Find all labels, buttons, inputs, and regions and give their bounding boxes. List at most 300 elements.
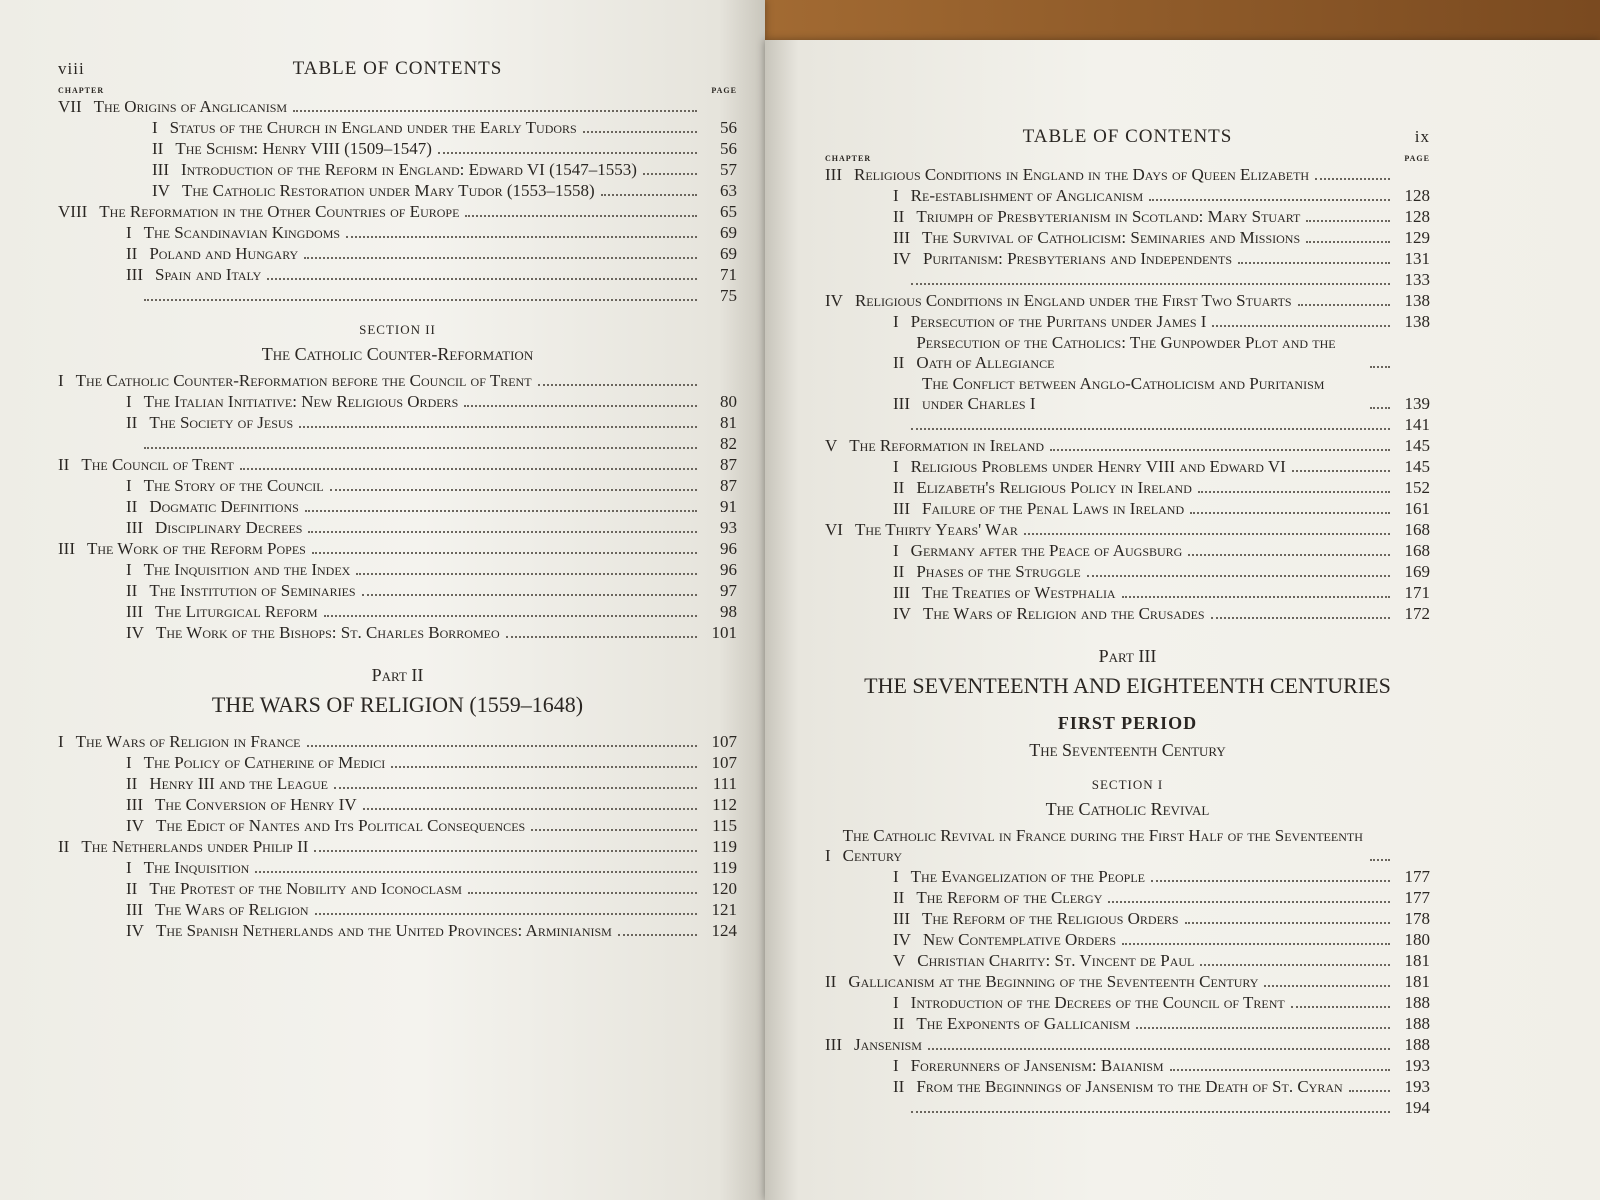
toc-entry-title: Introduction of the Decrees of the Council of Trent bbox=[910, 993, 1285, 1012]
toc-entry bbox=[825, 930, 1430, 950]
toc-entry-page: 56 bbox=[720, 118, 737, 137]
toc-entry-page: 87 bbox=[720, 455, 737, 474]
left-column-labels bbox=[58, 86, 737, 95]
toc-entry-number: V bbox=[825, 436, 838, 455]
toc-entry bbox=[825, 1056, 1430, 1076]
toc-entry-title: Poland and Hungary bbox=[149, 244, 299, 263]
toc-entry-page: 71 bbox=[720, 265, 737, 284]
right-section-label: SECTION I bbox=[1091, 777, 1164, 792]
right-section-title: The Catholic Revival bbox=[1045, 799, 1210, 819]
toc-entry-page: 188 bbox=[1404, 993, 1430, 1012]
toc-entry-number: I bbox=[825, 846, 831, 865]
toc-entry-page: 75 bbox=[720, 286, 737, 305]
dot-leader bbox=[468, 892, 697, 894]
toc-entry-number: II bbox=[825, 972, 837, 991]
toc-entry-title: New Contemplative Orders bbox=[922, 930, 1117, 949]
toc-entry-title: The Work of the Bishops: St. Charles Borromeo bbox=[155, 623, 500, 642]
toc-entry-page: 98 bbox=[720, 602, 737, 621]
toc-entry-page: 57 bbox=[720, 160, 737, 179]
toc-entry-number: I bbox=[126, 560, 132, 579]
toc-entry-number: II bbox=[893, 353, 905, 372]
toc-entry bbox=[825, 909, 1430, 929]
toc-entry bbox=[825, 333, 1430, 373]
toc-entry-number: III bbox=[893, 394, 910, 413]
toc-entry-number: I bbox=[893, 541, 899, 560]
toc-entry-number: I bbox=[893, 867, 899, 886]
toc-entry-title: Triumph of Presbyterianism in Scotland: Mary Stuart bbox=[916, 207, 1301, 226]
left-entries-part1 bbox=[58, 97, 737, 306]
toc-entry-page: 107 bbox=[711, 753, 737, 772]
dot-leader bbox=[255, 871, 697, 873]
dot-leader bbox=[1370, 366, 1390, 368]
toc-entry bbox=[825, 207, 1430, 227]
toc-entry-title: Spain and Italy bbox=[154, 265, 262, 284]
toc-entry bbox=[58, 602, 737, 622]
dot-leader bbox=[438, 152, 697, 154]
toc-entry bbox=[825, 478, 1430, 498]
toc-entry bbox=[825, 1035, 1430, 1055]
toc-entry-page: 169 bbox=[1404, 562, 1430, 581]
toc-entry bbox=[58, 774, 737, 794]
toc-entry-title: Forerunners of Jansenism: Baianism bbox=[910, 1056, 1164, 1075]
toc-entry-number: III bbox=[126, 518, 143, 537]
toc-entry bbox=[825, 165, 1430, 185]
dot-leader bbox=[1149, 199, 1390, 201]
toc-entry bbox=[58, 202, 737, 222]
toc-entry-number: I bbox=[893, 457, 899, 476]
toc-entry-page: 82 bbox=[720, 434, 737, 453]
toc-entry-page: 138 bbox=[1404, 312, 1430, 331]
left-page-number: viii bbox=[58, 59, 85, 78]
toc-entry bbox=[825, 583, 1430, 603]
toc-entry bbox=[825, 291, 1430, 311]
toc-entry-number: VI bbox=[825, 520, 843, 539]
dot-leader bbox=[1370, 859, 1390, 861]
toc-entry-number: I bbox=[126, 476, 132, 495]
dot-leader bbox=[1050, 449, 1390, 451]
dot-leader bbox=[305, 510, 697, 512]
toc-entry-number: II bbox=[126, 774, 138, 793]
toc-entry-page: 188 bbox=[1404, 1014, 1430, 1033]
toc-entry-title: The Edict of Nantes and Its Political Consequences bbox=[155, 816, 526, 835]
toc-entry-page: 168 bbox=[1404, 520, 1430, 539]
toc-entry-page: 80 bbox=[720, 392, 737, 411]
toc-entry-number: III bbox=[126, 265, 143, 284]
toc-entry-title: The Reformation in the Other Countries of Europe bbox=[99, 202, 460, 221]
toc-entry-title: Re-establishment of Anglicanism bbox=[910, 186, 1144, 205]
toc-entry-page: 172 bbox=[1404, 604, 1430, 623]
dot-leader bbox=[911, 1111, 1390, 1113]
toc-entry-number: IV bbox=[825, 291, 843, 310]
toc-entry-title: The Schism: Henry VIII (1509–1547) bbox=[175, 139, 432, 158]
dot-leader bbox=[911, 283, 1390, 285]
toc-entry-page: 152 bbox=[1404, 478, 1430, 497]
dot-leader bbox=[1087, 575, 1390, 577]
right-page bbox=[765, 40, 1600, 1200]
dot-leader bbox=[911, 428, 1390, 430]
toc-entry-page: 193 bbox=[1404, 1077, 1430, 1096]
toc-entry bbox=[58, 879, 737, 899]
toc-entry-page: 124 bbox=[711, 921, 737, 940]
dot-leader bbox=[601, 194, 697, 196]
toc-entry-title: The Wars of Religion and the Crusades bbox=[922, 604, 1205, 623]
dot-leader bbox=[346, 236, 697, 238]
dot-leader bbox=[1024, 533, 1390, 535]
dot-leader bbox=[391, 766, 697, 768]
toc-entry-number: III bbox=[58, 539, 75, 558]
dot-leader bbox=[1298, 304, 1390, 306]
dot-leader bbox=[312, 552, 697, 554]
toc-entry-title: The Treaties of Westphalia bbox=[921, 583, 1116, 602]
toc-entry-title: The Council of Trent bbox=[81, 455, 234, 474]
dot-leader bbox=[144, 299, 697, 301]
right-page-number: ix bbox=[1414, 127, 1430, 146]
toc-entry-page: 121 bbox=[711, 900, 737, 919]
toc-entry-title: The Conversion of Henry IV bbox=[154, 795, 357, 814]
toc-entry-number: VII bbox=[58, 97, 82, 116]
toc-entry-title: The Reform of the Religious Orders bbox=[921, 909, 1179, 928]
dot-leader bbox=[1264, 985, 1390, 987]
left-part-label: Part II bbox=[371, 665, 424, 685]
toc-entry-number: II bbox=[152, 139, 164, 158]
toc-entry-number: III bbox=[893, 583, 910, 602]
toc-entry bbox=[825, 1098, 1430, 1118]
chapter-label: CHAPTER bbox=[58, 86, 105, 95]
dot-leader bbox=[315, 913, 697, 915]
toc-entry-page: 81 bbox=[720, 413, 737, 432]
right-header-title: TABLE OF CONTENTS bbox=[1022, 126, 1233, 147]
dot-leader bbox=[531, 829, 697, 831]
dot-leader bbox=[1306, 220, 1390, 222]
toc-entry-title: The Liturgical Reform bbox=[154, 602, 318, 621]
toc-entry bbox=[58, 392, 737, 412]
toc-entry bbox=[58, 816, 737, 836]
toc-entry-page: 194 bbox=[1404, 1098, 1430, 1117]
right-period: FIRST PERIOD bbox=[1057, 713, 1198, 733]
dot-leader bbox=[1349, 1090, 1390, 1092]
toc-entry-number: II bbox=[58, 455, 70, 474]
toc-entry bbox=[825, 1077, 1430, 1097]
toc-entry-page: 107 bbox=[711, 732, 737, 751]
toc-entry-page: 112 bbox=[712, 795, 737, 814]
dot-leader bbox=[1212, 325, 1390, 327]
toc-entry-page: 69 bbox=[720, 244, 737, 263]
toc-entry-title: Jansenism bbox=[853, 1035, 922, 1054]
toc-entry-title: The Conflict between Anglo-Catholicism and Puritanism under Charles I bbox=[921, 374, 1325, 413]
toc-entry-title: Henry III and the League bbox=[149, 774, 328, 793]
toc-entry bbox=[825, 186, 1430, 206]
left-running-head bbox=[58, 58, 737, 80]
toc-entry-title: From the Beginnings of Jansenism to the Death of St. Cyran bbox=[916, 1077, 1343, 1096]
toc-entry bbox=[58, 858, 737, 878]
dot-leader bbox=[1198, 491, 1390, 493]
toc-entry bbox=[58, 560, 737, 580]
toc-entry-title: Elizabeth's Religious Policy in Ireland bbox=[916, 478, 1192, 497]
toc-entry bbox=[825, 541, 1430, 561]
dot-leader bbox=[307, 745, 698, 747]
toc-entry-page: 119 bbox=[712, 858, 737, 877]
toc-entry bbox=[825, 826, 1430, 866]
dot-leader bbox=[267, 278, 697, 280]
toc-entry-number: II bbox=[893, 1014, 905, 1033]
toc-entry-page: 93 bbox=[720, 518, 737, 537]
toc-entry-page: 111 bbox=[712, 774, 737, 793]
toc-entry bbox=[825, 457, 1430, 477]
toc-entry-title: Failure of the Penal Laws in Ireland bbox=[921, 499, 1185, 518]
toc-entry bbox=[825, 270, 1430, 290]
toc-entry-page: 133 bbox=[1404, 270, 1430, 289]
toc-entry-page: 69 bbox=[720, 223, 737, 242]
toc-entry-title: The Institution of Seminaries bbox=[149, 581, 356, 600]
toc-entry-page: 161 bbox=[1404, 499, 1430, 518]
dot-leader bbox=[1122, 943, 1390, 945]
toc-entry-page: 178 bbox=[1404, 909, 1430, 928]
left-section-title: The Catholic Counter-Reformation bbox=[261, 344, 534, 364]
toc-entry bbox=[58, 581, 737, 601]
toc-entry-title: The Inquisition and the Index bbox=[143, 560, 351, 579]
toc-entry-page: 168 bbox=[1404, 541, 1430, 560]
toc-entry-number: II bbox=[893, 562, 905, 581]
left-part-title: THE WARS OF RELIGION (1559–1648) bbox=[211, 692, 584, 717]
toc-entry-title: The Netherlands under Philip II bbox=[81, 837, 309, 856]
dot-leader bbox=[330, 489, 697, 491]
right-entries-part1 bbox=[825, 165, 1430, 624]
toc-entry-number: III bbox=[825, 165, 842, 184]
toc-entry-page: 171 bbox=[1404, 583, 1430, 602]
dot-leader bbox=[293, 110, 697, 112]
toc-entry-number: IV bbox=[893, 930, 911, 949]
toc-entry-page: 119 bbox=[712, 837, 737, 856]
left-header-title: TABLE OF CONTENTS bbox=[292, 58, 503, 79]
toc-entry-title: The Catholic Revival in France during the First Half of the Seventeenth Century bbox=[842, 826, 1363, 865]
toc-entry bbox=[58, 434, 737, 454]
toc-entry-number: II bbox=[58, 837, 70, 856]
right-entries-part2 bbox=[825, 826, 1430, 1118]
dot-leader bbox=[506, 636, 697, 638]
toc-entry-title: The Thirty Years' War bbox=[854, 520, 1018, 539]
toc-entry-page: 145 bbox=[1404, 457, 1430, 476]
toc-entry-number: IV bbox=[126, 816, 144, 835]
page-label: PAGE bbox=[711, 86, 737, 95]
dot-leader bbox=[363, 808, 697, 810]
toc-entry-number: I bbox=[893, 1056, 899, 1075]
dot-leader bbox=[1315, 178, 1390, 180]
dot-leader bbox=[1136, 1027, 1390, 1029]
toc-entry bbox=[58, 118, 737, 138]
toc-entry-number: III bbox=[893, 909, 910, 928]
toc-entry bbox=[58, 795, 737, 815]
right-part-title: THE SEVENTEENTH AND EIGHTEENTH CENTURIES bbox=[864, 673, 1391, 698]
toc-entry-number: III bbox=[825, 1035, 842, 1054]
toc-entry-number: II bbox=[126, 497, 138, 516]
toc-entry-page: 87 bbox=[720, 476, 737, 495]
toc-entry-number: II bbox=[126, 244, 138, 263]
toc-entry-number: III bbox=[126, 900, 143, 919]
toc-entry bbox=[58, 181, 737, 201]
toc-entry-number: V bbox=[893, 951, 906, 970]
toc-entry-page: 180 bbox=[1404, 930, 1430, 949]
dot-leader bbox=[299, 426, 697, 428]
toc-entry bbox=[58, 286, 737, 306]
dot-leader bbox=[356, 573, 697, 575]
toc-entry-page: 177 bbox=[1404, 867, 1430, 886]
toc-entry-title: Religious Conditions in England in the Days of Queen Elizabeth bbox=[853, 165, 1310, 184]
toc-entry-page: 141 bbox=[1404, 415, 1430, 434]
toc-entry-number: III bbox=[126, 795, 143, 814]
toc-entry-page: 188 bbox=[1404, 1035, 1430, 1054]
toc-entry-number: I bbox=[152, 118, 158, 137]
toc-entry bbox=[58, 753, 737, 773]
toc-entry-title: The Story of the Council bbox=[143, 476, 324, 495]
left-entries-part2 bbox=[58, 371, 737, 643]
toc-entry bbox=[58, 921, 737, 941]
toc-entry bbox=[58, 160, 737, 180]
toc-entry bbox=[58, 476, 737, 496]
toc-entry-title: The Spanish Netherlands and the United Provinces: Arminianism bbox=[155, 921, 612, 940]
toc-entry bbox=[825, 249, 1430, 269]
toc-entry bbox=[58, 139, 737, 159]
toc-entry-title: The Origins of Anglicanism bbox=[93, 97, 288, 116]
toc-entry-page: 181 bbox=[1404, 972, 1430, 991]
toc-entry-number: I bbox=[126, 753, 132, 772]
toc-entry bbox=[58, 518, 737, 538]
toc-entry-title: The Wars of Religion in France bbox=[75, 732, 301, 751]
dot-leader bbox=[324, 615, 697, 617]
toc-entry-number: I bbox=[126, 392, 132, 411]
toc-entry-title: The Inquisition bbox=[143, 858, 250, 877]
toc-entry bbox=[825, 520, 1430, 540]
toc-entry bbox=[58, 371, 737, 391]
dot-leader bbox=[1211, 617, 1390, 619]
left-entries-part3 bbox=[58, 732, 737, 941]
dot-leader bbox=[618, 934, 697, 936]
toc-entry bbox=[825, 1014, 1430, 1034]
toc-entry-title: Gallicanism at the Beginning of the Seventeenth Century bbox=[848, 972, 1259, 991]
toc-entry-page: 139 bbox=[1404, 394, 1430, 413]
toc-entry bbox=[825, 499, 1430, 519]
toc-entry-number: II bbox=[893, 1077, 905, 1096]
toc-entry-page: 56 bbox=[720, 139, 737, 158]
toc-entry bbox=[58, 97, 737, 117]
toc-entry-title: The Exponents of Gallicanism bbox=[916, 1014, 1131, 1033]
toc-entry bbox=[825, 374, 1430, 414]
dot-leader bbox=[538, 384, 697, 386]
toc-entry bbox=[58, 497, 737, 517]
toc-entry-number: II bbox=[126, 581, 138, 600]
toc-entry-page: 177 bbox=[1404, 888, 1430, 907]
toc-entry bbox=[825, 993, 1430, 1013]
dot-leader bbox=[240, 468, 697, 470]
right-period-title: The Seventeenth Century bbox=[1029, 740, 1226, 760]
toc-entry-title: The Wars of Religion bbox=[154, 900, 309, 919]
toc-entry-number: II bbox=[126, 879, 138, 898]
dot-leader bbox=[314, 850, 697, 852]
toc-entry-page: 91 bbox=[720, 497, 737, 516]
toc-entry-title: Introduction of the Reform in England: Edward VI (1547–1553) bbox=[180, 160, 637, 179]
toc-entry-page: 63 bbox=[720, 181, 737, 200]
toc-entry bbox=[825, 604, 1430, 624]
toc-entry-number: VIII bbox=[58, 202, 88, 221]
toc-entry-page: 181 bbox=[1404, 951, 1430, 970]
toc-entry bbox=[58, 623, 737, 643]
toc-entry-number: II bbox=[126, 413, 138, 432]
toc-entry bbox=[825, 312, 1430, 332]
toc-entry bbox=[825, 867, 1430, 887]
right-running-head bbox=[825, 126, 1430, 148]
toc-entry-number: IV bbox=[152, 181, 170, 200]
toc-entry-page: 128 bbox=[1404, 186, 1430, 205]
toc-entry-number: IV bbox=[126, 623, 144, 642]
dot-leader bbox=[1151, 880, 1390, 882]
toc-entry-title: Persecution of the Catholics: The Gunpowder Plot and the Oath of Allegiance bbox=[916, 333, 1336, 372]
right-part-label: Part III bbox=[1098, 646, 1157, 666]
toc-entry-title: The Protest of the Nobility and Iconoclasm bbox=[149, 879, 462, 898]
dot-leader bbox=[1185, 922, 1390, 924]
toc-entry bbox=[58, 455, 737, 475]
toc-entry bbox=[58, 265, 737, 285]
dot-leader bbox=[144, 447, 697, 449]
toc-entry-title: The Policy of Catherine of Medici bbox=[143, 753, 386, 772]
toc-entry bbox=[58, 539, 737, 559]
dot-leader bbox=[1188, 554, 1390, 556]
toc-entry-number: II bbox=[893, 207, 905, 226]
toc-entry-title: Germany after the Peace of Augsburg bbox=[910, 541, 1183, 560]
toc-entry-number: I bbox=[58, 371, 64, 390]
toc-entry-title: Puritanism: Presbyterians and Independents bbox=[922, 249, 1233, 268]
toc-entry bbox=[825, 562, 1430, 582]
toc-entry-number: I bbox=[893, 312, 899, 331]
toc-entry-title: Persecution of the Puritans under James I bbox=[910, 312, 1207, 331]
dot-leader bbox=[1291, 1006, 1390, 1008]
toc-entry-title: The Catholic Restoration under Mary Tudor (1553–1558) bbox=[181, 181, 595, 200]
toc-entry-title: Status of the Church in England under the Early Tudors bbox=[169, 118, 577, 137]
dot-leader bbox=[928, 1048, 1390, 1050]
toc-entry-page: 65 bbox=[720, 202, 737, 221]
toc-entry-page: 145 bbox=[1404, 436, 1430, 455]
toc-entry bbox=[58, 413, 737, 433]
toc-entry-page: 131 bbox=[1404, 249, 1430, 268]
toc-entry-number: III bbox=[893, 228, 910, 247]
toc-entry-number: I bbox=[126, 858, 132, 877]
toc-entry bbox=[825, 951, 1430, 971]
toc-entry-number: II bbox=[893, 888, 905, 907]
toc-entry-title: Phases of the Struggle bbox=[916, 562, 1081, 581]
toc-entry-title: The Survival of Catholicism: Seminaries and Missions bbox=[921, 228, 1301, 247]
toc-entry-number: III bbox=[126, 602, 143, 621]
dot-leader bbox=[583, 131, 697, 133]
dot-leader bbox=[334, 787, 697, 789]
toc-entry bbox=[58, 837, 737, 857]
toc-entry-number: I bbox=[893, 993, 899, 1012]
toc-entry-page: 115 bbox=[712, 816, 737, 835]
toc-entry-page: 138 bbox=[1404, 291, 1430, 310]
toc-entry-title: The Society of Jesus bbox=[149, 413, 294, 432]
toc-entry-number: III bbox=[152, 160, 169, 179]
dot-leader bbox=[1122, 596, 1390, 598]
dot-leader bbox=[464, 405, 697, 407]
toc-entry bbox=[825, 415, 1430, 435]
dot-leader bbox=[1200, 964, 1390, 966]
dot-leader bbox=[1306, 241, 1390, 243]
toc-entry-page: 97 bbox=[720, 581, 737, 600]
toc-entry-page: 128 bbox=[1404, 207, 1430, 226]
toc-entry bbox=[58, 244, 737, 264]
right-column-labels bbox=[825, 154, 1430, 163]
chapter-label: CHAPTER bbox=[825, 154, 872, 163]
toc-entry-title: The Reformation in Ireland bbox=[849, 436, 1045, 455]
toc-entry-page: 96 bbox=[720, 539, 737, 558]
toc-entry-number: I bbox=[126, 223, 132, 242]
